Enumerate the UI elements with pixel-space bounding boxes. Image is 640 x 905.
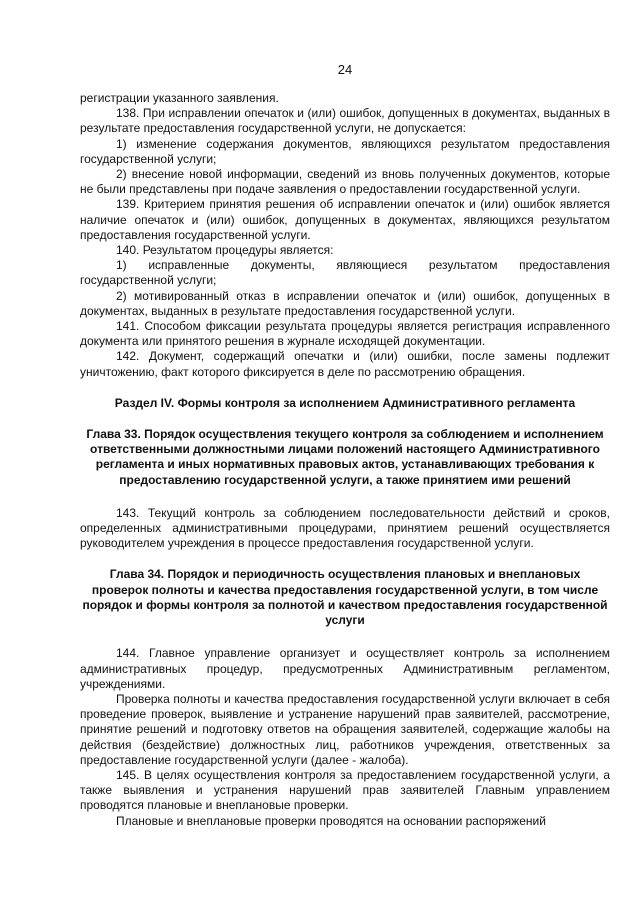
section-title: Раздел IV. Формы контроля за исполнением Административного регламента — [114, 395, 576, 410]
spacer — [80, 551, 610, 567]
paragraph-145-part-2: Плановые и внеплановые проверки проводятся на основании распоряжений — [116, 813, 546, 828]
paragraph-145: 145. В целях осуществления контроля за предоставлением государственной услуги, а также выявления и устранения нарушений прав заявителей Главным управлением проводятся плановые и внеплановые проверки. — [80, 767, 610, 813]
paragraph-138: 138. При исправлении опечаток и (или) ошибок, допущенных в документах, выданных в результате предоставления государственной услуги, не допускается: — [80, 106, 610, 136]
paragraph-140-item-2: 2) мотивированный отказ в исправлении опечаток и (или) ошибок, допущенных в документах, выданных в результате предоставления государственной услуги. — [80, 288, 610, 318]
paragraph-139: 139. Критерием принятия решения об исправлении опечаток и (или) ошибок является наличие опечаток и (или) ошибок, допущенных в документах, являющихся результатом предоставления государственной услуги. — [80, 197, 610, 242]
page-number: 24 — [337, 62, 353, 77]
chapter-33-title: Глава 33. Порядок осуществления текущего контроля за соблюдением и исполнением ответственными должностными лицами положений настоящего Административного регламента и иных нормативных правовых актов, устанавливающих требования к предоставлению государственной услуги, а также принятием ими решений — [86, 427, 604, 487]
spacer — [80, 380, 610, 396]
chapter-34-title: Глава 34. Порядок и периодичность осуществления плановых и внеплановых проверок полноты и качества предоставления государственной услуги, в том числе порядок и формы контроля за полнотой и качеством предоставления государственной услуги — [82, 567, 608, 628]
paragraph-144: 144. Главное управление организует и осуществляет контроль за исполнением административных процедур, предусмотренных Административным регламентом, учреждениями. — [80, 646, 610, 691]
spacer — [80, 628, 610, 646]
paragraph-138-item-2: 2) внесение новой информации, сведений из вновь полученных документов, которые не были представлены при подаче заявления о предоставлении государственной услуги. — [80, 167, 610, 197]
spacer — [80, 411, 610, 427]
paragraph-138-item-1: 1) изменение содержания документов, являющихся результатом предоставления государственной услуги; — [80, 136, 610, 166]
paragraph-144-part-2: Проверка полноты и качества предоставления государственной услуги включает в себя проведение проверок, выявление и устранение нарушений прав заявителей, рассмотрение, принятие решений и подготовку ответов на обращения заявителей, содержащие жалобы на действия (бездействие) должностных лиц, работников учреждения, ответственных за предоставление государственной услуги (далее - жалоба). — [80, 691, 610, 767]
paragraph-continuation: регистрации указанного заявления. — [80, 91, 279, 105]
paragraph-140: 140. Результатом процедуры является: — [116, 243, 334, 258]
paragraph-142: 142. Документ, содержащий опечатки и (или) ошибки, после замены подлежит уничтожению, факт которого фиксируется в деле по рассмотрению обращения. — [80, 349, 610, 379]
paragraph-141: 141. Способом фиксации результата процедуры является регистрация исправленного документа или принятого решения в журнале исходящей документации. — [80, 319, 610, 349]
spacer — [80, 488, 610, 506]
paragraph-143: 143. Текущий контроль за соблюдением последовательности действий и сроков, определенных административными процедурами, принятием решений осуществляется руководителем учреждения в процессе предоставления государственной услуги. — [80, 505, 610, 551]
paragraph-140-item-1: 1) исправленные документы, являющиеся результатом предоставления государственной услуги; — [80, 258, 610, 288]
